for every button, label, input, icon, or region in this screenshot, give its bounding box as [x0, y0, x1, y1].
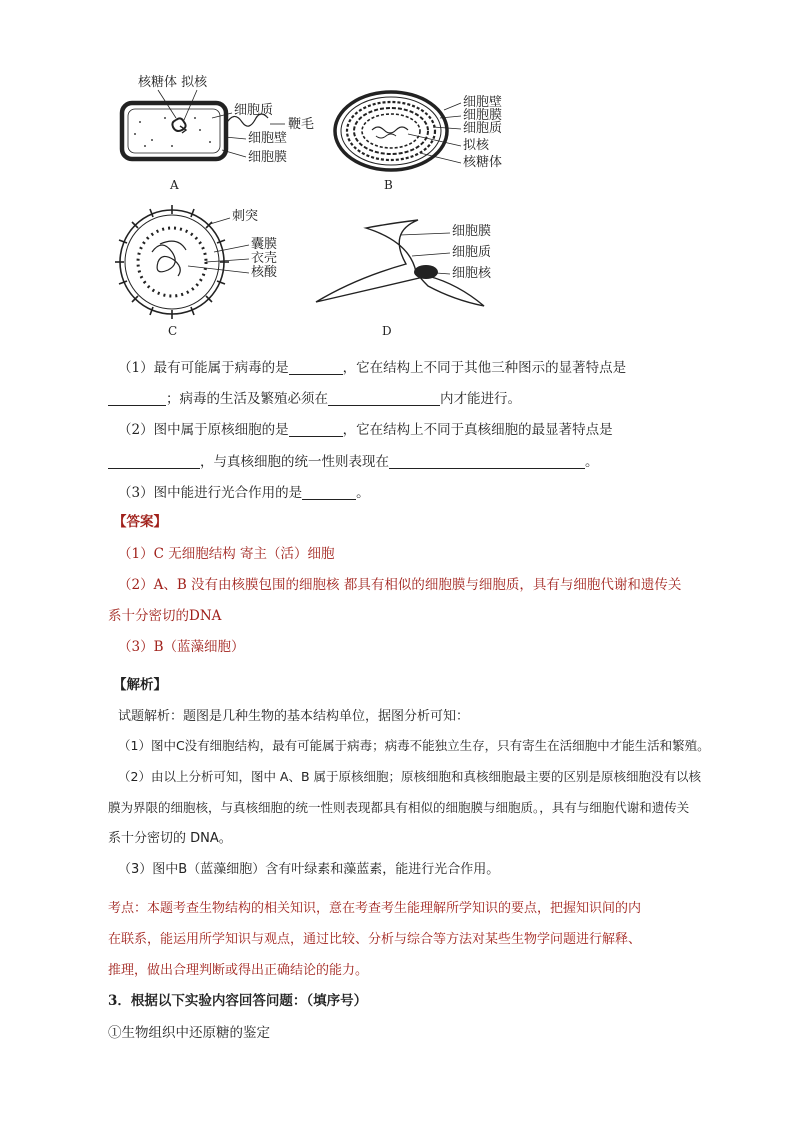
analysis-p2-line-2: 膜为界限的细胞核，与真核细胞的统一性则表现都具有相似的细胞膜与细胞质。，具有与细胞代谢和遗传关 — [108, 800, 690, 815]
diagram-a-bacterium — [122, 90, 288, 159]
caption-a: A — [170, 178, 179, 192]
q2-blank-3[interactable] — [389, 454, 585, 469]
kaodian-line-2: 在联系，能运用所学知识与观点，通过比较、分析与综合等方法对某些生物学问题进行解释、 — [108, 932, 642, 947]
label-c-capsid: 衣壳 — [251, 251, 278, 266]
label-b-ribosome: 核糖体 — [463, 155, 503, 170]
label-a-flagellum: 鞭毛 — [288, 117, 315, 132]
diagram-b-cyanobacterium — [335, 92, 461, 170]
q3-text-a: （3）图中能进行光合作用的是 — [118, 485, 303, 501]
question-2-line-2 — [108, 454, 794, 470]
label-c-nucleic-acid: 核酸 — [251, 265, 278, 280]
label-d-cytoplasm: 细胞质 — [452, 245, 492, 260]
q3-blank-1[interactable] — [302, 485, 356, 500]
q2-text-d: 。 — [585, 454, 599, 470]
label-c-envelope: 囊膜 — [251, 237, 278, 252]
q2-blank-2[interactable] — [108, 454, 200, 469]
caption-c: C — [168, 324, 178, 338]
answer-2-line-1: （2）A、B 没有由核膜包围的细胞核 都具有相似的细胞膜与细胞质，具有与细胞代谢和遗传关 — [118, 577, 682, 593]
q1-blank-1[interactable] — [289, 360, 343, 375]
question-2-line-1 — [118, 422, 794, 438]
cell-diagrams-svg — [0, 0, 794, 350]
diagram-c-virus — [115, 205, 249, 319]
question-3-item-1: ①生物组织中还原糖的鉴定 — [108, 1025, 270, 1041]
q1-text-c: ；病毒的生活及繁殖必须在 — [166, 391, 328, 407]
label-d-nucleus: 细胞核 — [452, 266, 492, 281]
analysis-p1: （1）图中C没有细胞结构，最有可能属于病毒；病毒不能独立生存，只有寄生在活细胞中才能生活和繁殖。 — [118, 738, 710, 753]
answer-2-line-2: 系十分密切的DNA — [108, 608, 222, 624]
question-1-line-2 — [108, 391, 794, 407]
q2-text-b: ，它在结构上不同于真核细胞的最显著特点是 — [342, 422, 613, 438]
q3-text-b: 。 — [356, 485, 370, 501]
answer-1: （1）C 无细胞结构 寄主（活）细胞 — [118, 546, 335, 562]
answer-3: （3）B（蓝藻细胞） — [118, 639, 245, 655]
label-b-cell-membrane: 细胞膜 — [463, 108, 503, 123]
analysis-p2-line-3: 系十分密切的 DNA。 — [108, 831, 232, 846]
q2-blank-1[interactable] — [289, 422, 343, 437]
label-c-spike: 刺突 — [232, 209, 259, 224]
label-b-cytoplasm: 细胞质 — [463, 121, 503, 136]
analysis-heading: 【解析】 — [113, 677, 167, 693]
question-3-title: 3．根据以下实验内容回答问题：（填序号） — [108, 993, 368, 1009]
q1-blank-2[interactable] — [108, 391, 166, 406]
caption-d: D — [382, 324, 392, 338]
question-3-line — [118, 485, 794, 501]
label-a-ribosome-nucleoid: 核糖体 拟核 — [138, 75, 208, 90]
kaodian-line-3: 推理，做出合理判断或得出正确结论的能力。 — [108, 963, 369, 978]
q1-text-d: 内才能进行。 — [440, 391, 521, 407]
answer-heading: 【答案】 — [113, 514, 167, 530]
analysis-p2-line-1: （2）由以上分析可知，图中 A、B 属于原核细胞；原核细胞和真核细胞最主要的区别是原核细胞没有以核 — [118, 769, 702, 784]
label-a-cell-wall: 细胞壁 — [248, 131, 288, 146]
q1-blank-3[interactable] — [328, 391, 440, 406]
label-a-cytoplasm: 细胞质 — [234, 103, 274, 118]
label-a-cell-membrane: 细胞膜 — [248, 150, 288, 165]
q1-text-a: （1）最有可能属于病毒的是 — [118, 360, 289, 376]
cell-structure-figure — [0, 0, 794, 350]
label-b-cell-wall: 细胞壁 — [463, 95, 503, 110]
label-b-nucleoid: 拟核 — [463, 138, 490, 153]
q2-text-c: ，与真核细胞的统一性则表现在 — [200, 454, 389, 470]
q1-text-b: ，它在结构上不同于其他三种图示的显著特点是 — [342, 360, 627, 376]
label-d-cell-membrane: 细胞膜 — [452, 224, 492, 239]
analysis-intro: 试题解析：题图是几种生物的基本结构单位，据图分析可知： — [118, 709, 470, 724]
q2-text-a: （2）图中属于原核细胞的是 — [118, 422, 289, 438]
analysis-p3: （3）图中B（蓝藻细胞）含有叶绿素和藻蓝素，能进行光合作用。 — [118, 862, 500, 877]
caption-b: B — [384, 178, 393, 192]
question-1-line-1 — [118, 360, 794, 376]
kaodian-line-1: 考点：本题考查生物结构的相关知识，意在考查考生能理解所学知识的要点，把握知识间的内 — [108, 901, 642, 916]
